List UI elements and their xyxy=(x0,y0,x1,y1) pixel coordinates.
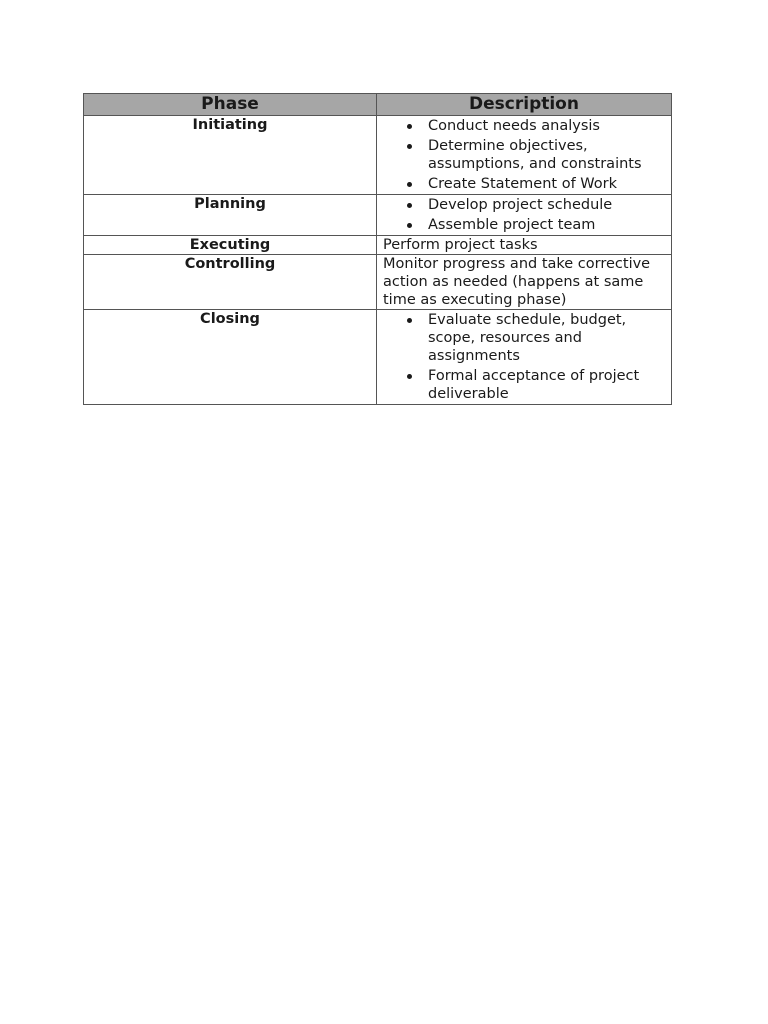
table-row xyxy=(84,116,672,195)
description-cell: Monitor progress and take corrective action as needed (happens at same time as executing phase) xyxy=(377,255,672,310)
bullet-text: Conduct needs analysis xyxy=(428,118,600,134)
bullet-list xyxy=(383,196,665,234)
description-cell xyxy=(377,195,672,236)
list-item xyxy=(428,117,665,135)
bullet-text: Evaluate schedule, budget, scope, resources and assignments xyxy=(428,312,627,364)
bullet-icon xyxy=(407,182,412,187)
bullet-icon xyxy=(407,318,412,323)
bullet-list xyxy=(383,117,665,193)
bullet-icon xyxy=(407,374,412,379)
bullet-text: Create Statement of Work xyxy=(428,176,618,192)
bullet-icon xyxy=(407,223,412,228)
phase-cell: Closing xyxy=(84,310,377,405)
bullet-text: Formal acceptance of project deliverable xyxy=(428,368,640,402)
list-item xyxy=(428,311,665,365)
bullet-icon xyxy=(407,144,412,149)
phase-cell: Controlling xyxy=(84,255,377,310)
table-row xyxy=(84,255,672,310)
phase-column-header: Phase xyxy=(84,94,377,116)
list-item xyxy=(428,196,665,214)
list-item xyxy=(428,367,665,403)
description-cell xyxy=(377,310,672,405)
list-item xyxy=(428,175,665,193)
bullet-icon xyxy=(407,203,412,208)
list-item xyxy=(428,216,665,234)
description-cell: Perform project tasks xyxy=(377,236,672,255)
description-column-header: Description xyxy=(377,94,672,116)
bullet-list xyxy=(383,311,665,403)
bullet-text: Determine objectives, assumptions, and constraints xyxy=(428,138,642,172)
phase-cell: Planning xyxy=(84,195,377,236)
phases-table xyxy=(83,93,672,405)
description-cell xyxy=(377,116,672,195)
bullet-text: Assemble project team xyxy=(428,217,596,233)
phase-cell: Initiating xyxy=(84,116,377,195)
table-row xyxy=(84,195,672,236)
table-header-row xyxy=(84,94,672,116)
phase-cell: Executing xyxy=(84,236,377,255)
list-item xyxy=(428,137,665,173)
table-row xyxy=(84,310,672,405)
table-row xyxy=(84,236,672,255)
bullet-icon xyxy=(407,124,412,129)
bullet-text: Develop project schedule xyxy=(428,197,613,213)
